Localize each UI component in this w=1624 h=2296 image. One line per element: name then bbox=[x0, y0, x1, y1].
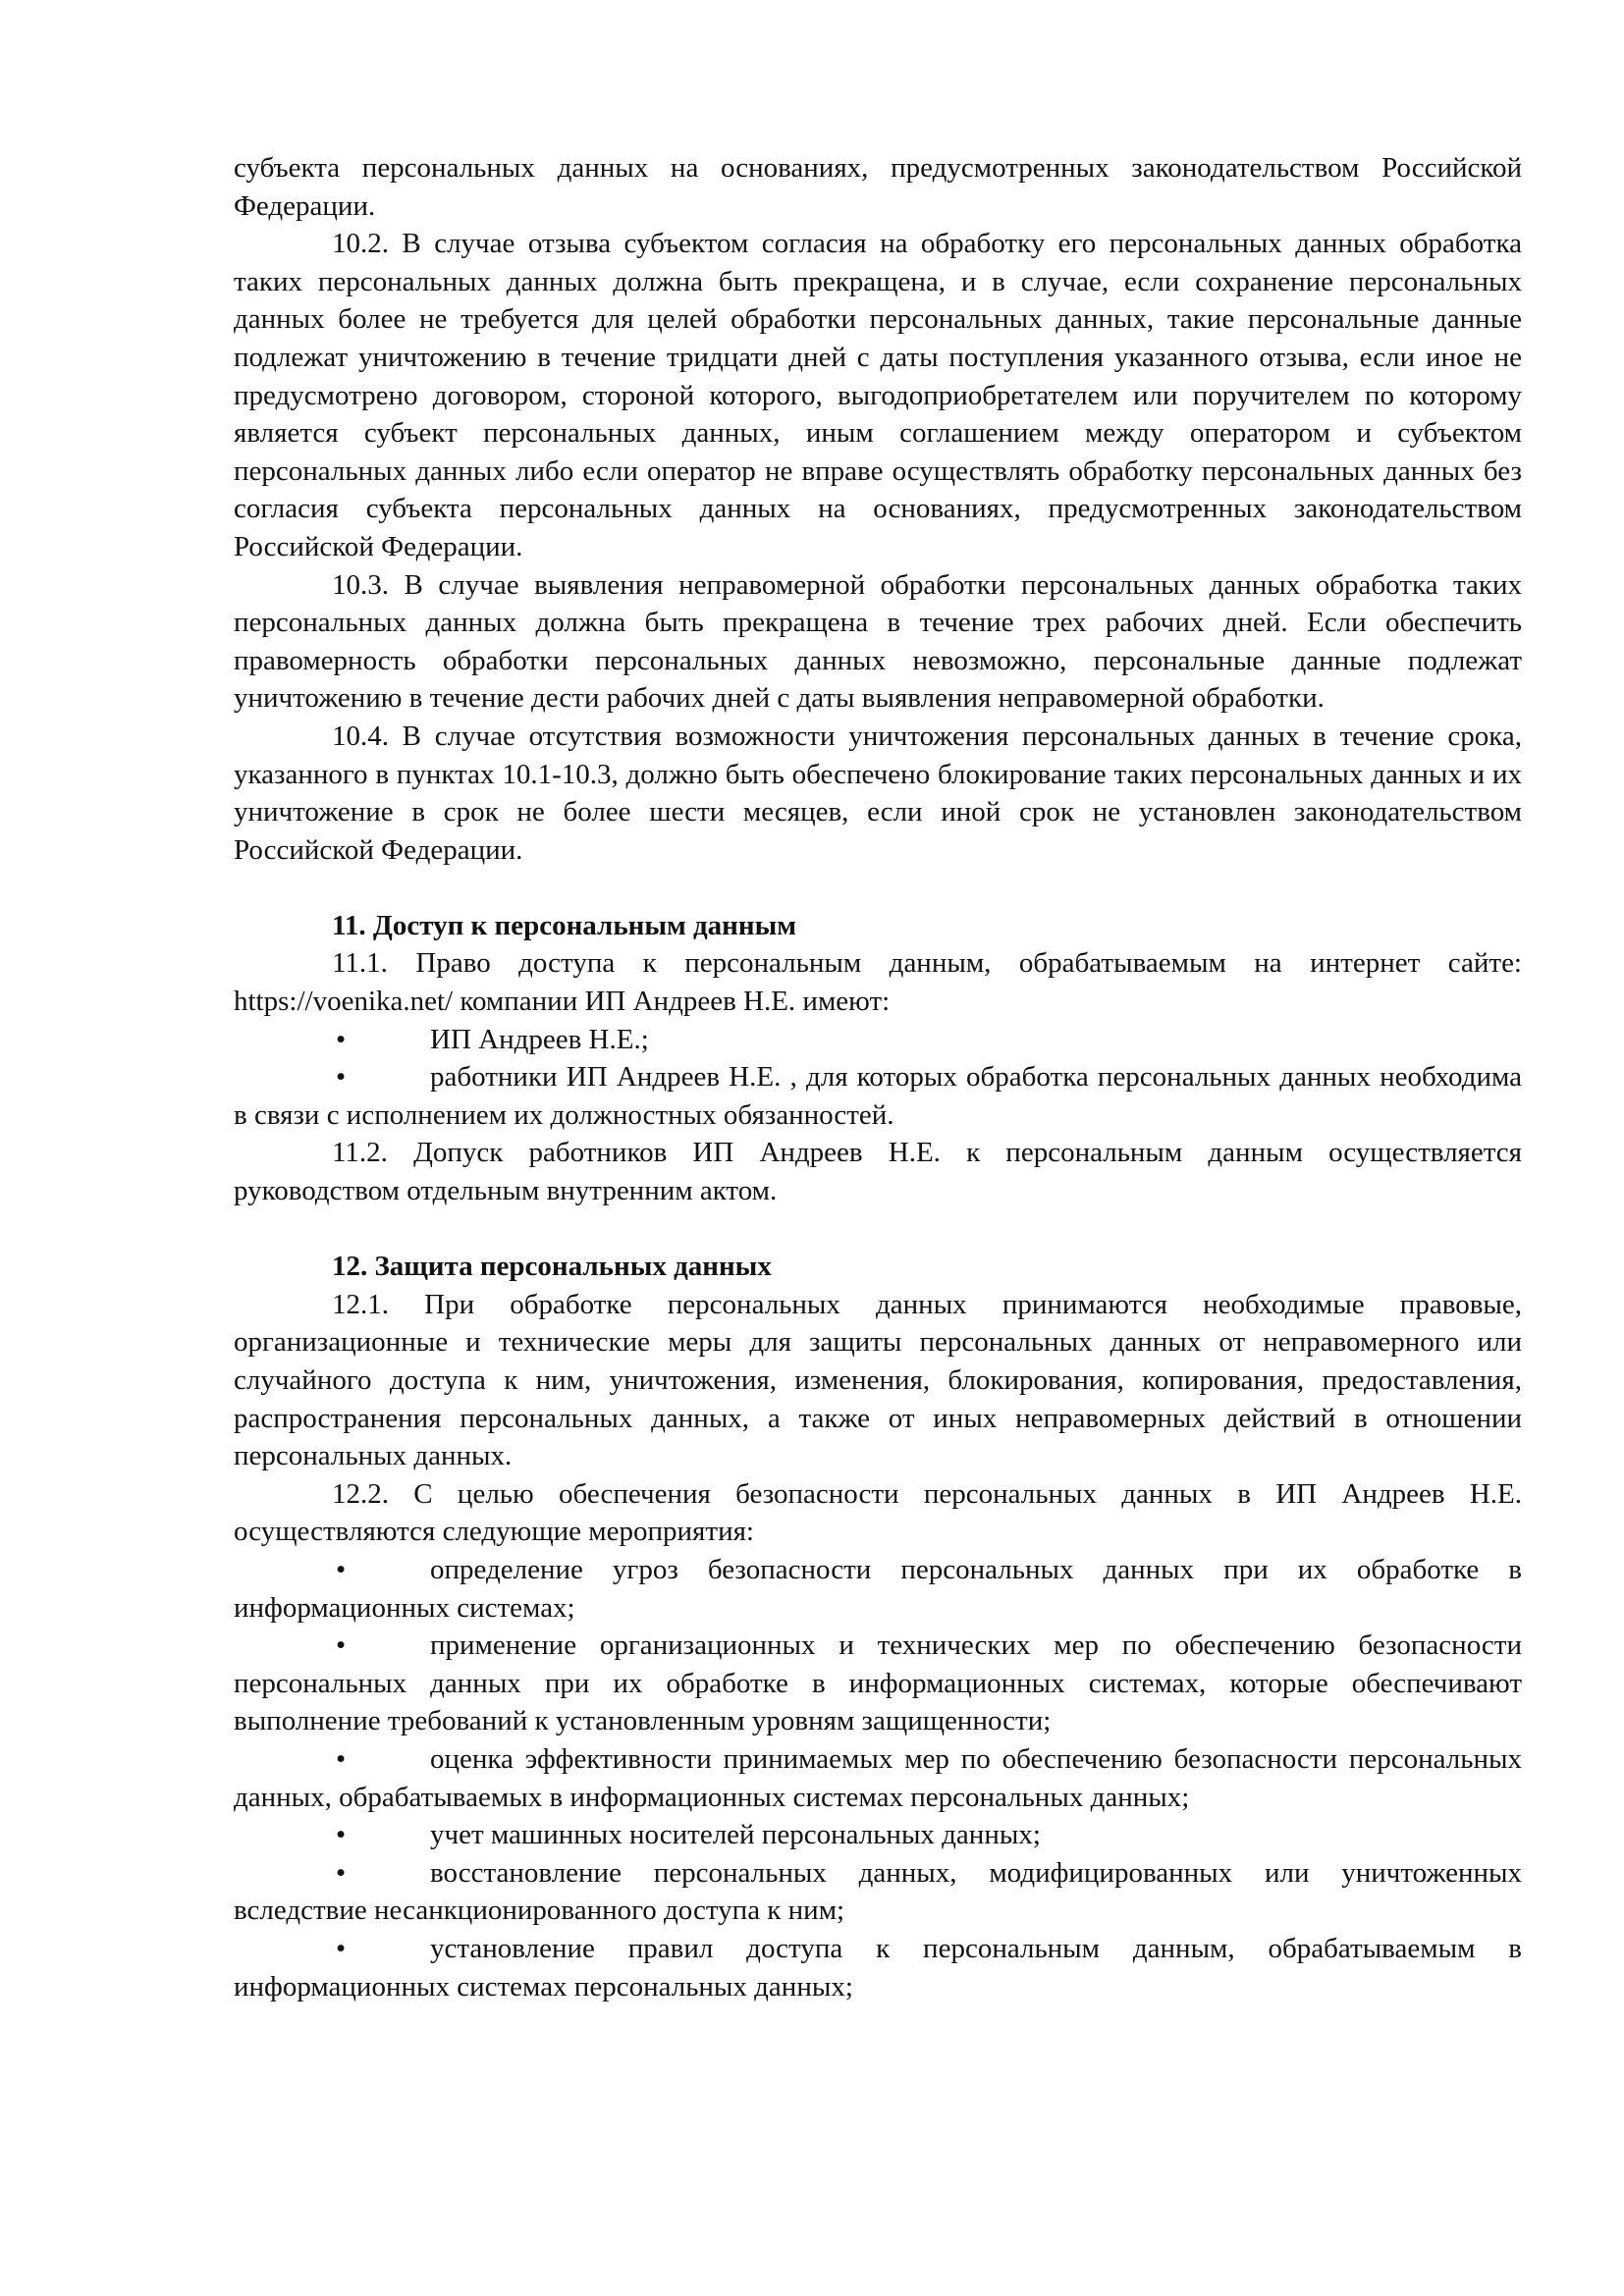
bullet-text: установление правил доступа к персональным данным, обрабатываемым в информационных системах персональных данных; bbox=[234, 1932, 1522, 2002]
section-heading-11: 11. Доступ к персональным данным bbox=[332, 909, 796, 941]
bullet-marker: • bbox=[336, 1856, 347, 1889]
paragraph-11-2: 11.2. Допуск работников ИП Андреев Н.Е. к персональным данным осуществляется руководством отдельным внутренним актом. bbox=[234, 1137, 1522, 1207]
paragraph-10-2: 10.2. В случае отзыва субъектом согласия на обработку его персональных данных обработка таких персональных данных должна быть прекращена, и в случае, если сохранение персональных данных более не требуется для целей обработки персональных данных, такие персональные данные подлежат уничтожению в течение тридцати дней с даты поступления указанного отзыва, если иное не предусмотрено договором, стороной которого, выгодоприобретателем или поручителем по которому является субъект персональных данных, иным соглашением между оператором и субъектом персональных данных либо если оператор не вправе осуществлять обработку персональных данных без согласия субъекта персональных данных на основаниях, предусмотренных законодательством Российской Федерации. bbox=[234, 228, 1522, 562]
paragraph-10-4: 10.4. В случае отсутствия возможности уничтожения персональных данных в течение срока, указанного в пунктах 10.1-10.3, должно быть обеспечено блокирование таких персональных данных и их уничтожение в срок не более шести месяцев, если иной срок не установлен законодательством Российской Федерации. bbox=[234, 720, 1522, 866]
paragraph-12-1: 12.1. При обработке персональных данных принимаются необходимые правовые, организационные и технические меры для защиты персональных данных от неправомерного или случайного доступа к ним, уничтожения, изменения, блокирования, копирования, предоставления, распространения персональных данных, а также от иных неправомерных действий в отношении персональных данных. bbox=[234, 1288, 1522, 1472]
bullet-text: ИП Андреев Н.Е.; bbox=[430, 1023, 649, 1055]
paragraph-continuation: субъекта персональных данных на основаниях, предусмотренных законодательством Российской Федерации. bbox=[234, 152, 1522, 222]
bullet-item bbox=[234, 1058, 1522, 1134]
paragraph-10-3: 10.3. В случае выявления неправомерной обработки персональных данных обработка таких персональных данных должна быть прекращена в течение трех рабочих дней. Если обеспечить правомерность обработки персональных данных невозможно, персональные данные подлежат уничтожению в течение дести рабочих дней с даты выявления неправомерной обработки. bbox=[234, 568, 1522, 715]
section-heading-12: 12. Защита персональных данных bbox=[332, 1251, 772, 1283]
bullet-item bbox=[234, 1854, 1522, 1930]
bullet-marker: • bbox=[336, 1932, 347, 1964]
bullet-item bbox=[234, 1816, 1522, 1854]
bullet-marker: • bbox=[336, 1819, 347, 1851]
bullet-marker: • bbox=[336, 1023, 347, 1055]
bullet-text: применение организационных и технических мер по обеспечению безопасности персональных данных при их обработке в информационных системах, которые обеспечивают выполнение требований к установленным уровням защищенности; bbox=[234, 1629, 1522, 1737]
bullet-marker: • bbox=[336, 1061, 347, 1094]
bullet-item bbox=[234, 1627, 1522, 1740]
paragraph-11-1: 11.1. Право доступа к персональным данным, обрабатываемым на интернет сайте: https://voenika.net/ компании ИП Андреев Н.Е. имеют: bbox=[234, 947, 1522, 1018]
bullet-item bbox=[234, 1930, 1522, 2005]
paragraph-12-2: 12.2. С целью обеспечения безопасности персональных данных в ИП Андреев Н.Е. осуществляются следующие мероприятия: bbox=[234, 1477, 1522, 1548]
bullet-text: определение угроз безопасности персональных данных при их обработке в информационных системах; bbox=[234, 1553, 1522, 1624]
bullet-marker: • bbox=[336, 1629, 347, 1662]
bullet-item bbox=[234, 1740, 1522, 1816]
bullet-text: оценка эффективности принимаемых мер по обеспечению безопасности персональных данных, обрабатываемых в информационных системах персональных данных; bbox=[234, 1742, 1522, 1813]
bullet-text: восстановление персональных данных, модифицированных или уничтоженных вследствие несанкционированного доступа к ним; bbox=[234, 1856, 1522, 1927]
bullet-text: работники ИП Андреев Н.Е. , для которых обработка персональных данных необходима в связи с исполнением их должностных обязанностей. bbox=[234, 1061, 1522, 1131]
bullet-text: учет машинных носителей персональных данных; bbox=[430, 1819, 1041, 1851]
bullet-item bbox=[234, 1021, 1522, 1059]
bullet-item bbox=[234, 1551, 1522, 1627]
bullet-marker: • bbox=[336, 1553, 347, 1585]
bullet-marker: • bbox=[336, 1742, 347, 1775]
section-gap bbox=[234, 869, 1522, 907]
section-gap bbox=[234, 1210, 1522, 1249]
document-page bbox=[234, 149, 1522, 2005]
